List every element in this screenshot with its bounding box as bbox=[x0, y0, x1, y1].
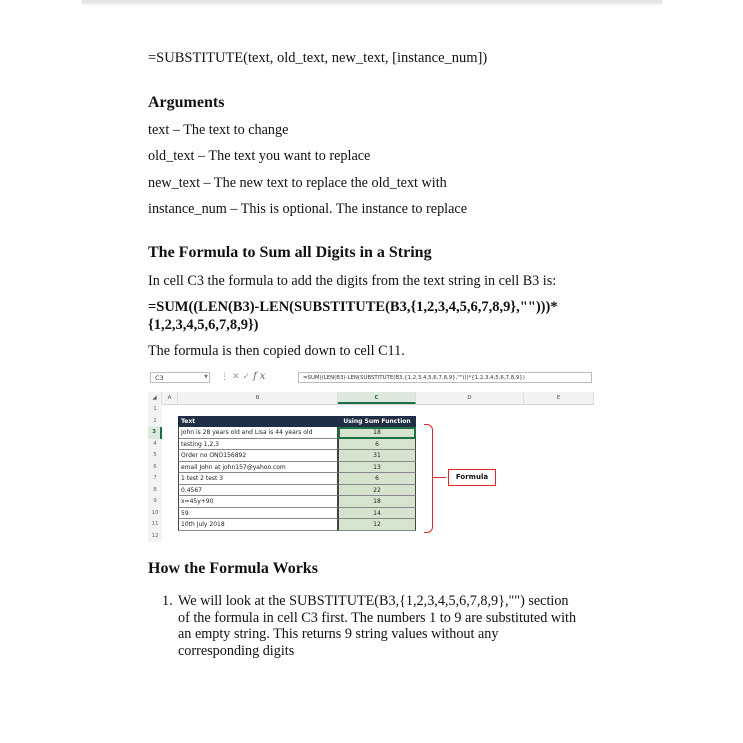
argument-instance-num: instance_num – This is optional. The instance to replace bbox=[148, 201, 468, 217]
name-box[interactable]: C3 bbox=[150, 372, 210, 383]
select-all-corner[interactable]: ◢ bbox=[148, 392, 162, 404]
table-header-sum[interactable]: Using Sum Function bbox=[338, 416, 416, 428]
formula-callout: Formula bbox=[448, 469, 496, 486]
section-heading-sum-digits: The Formula to Sum all Digits in a String bbox=[148, 244, 432, 261]
argument-text: text – The text to change bbox=[148, 122, 289, 138]
row-header[interactable]: 8 bbox=[148, 485, 162, 497]
formula-line-1: =SUM((LEN(B3)-LEN(SUBSTITUTE(B3,{1,2,3,4,5,6,7,8,9},"")))* bbox=[148, 299, 558, 315]
table-cell-sum[interactable]: 13 bbox=[338, 462, 416, 474]
table-cell-text[interactable]: 10th July 2018 bbox=[178, 519, 338, 531]
column-header-b[interactable]: B bbox=[178, 392, 338, 404]
row-header-selected[interactable]: 3 bbox=[148, 427, 162, 439]
argument-new-text: new_text – The new text to replace the old_text with bbox=[148, 175, 447, 191]
table-cell-sum[interactable]: 18 bbox=[338, 496, 416, 508]
section-heading-how-it-works: How the Formula Works bbox=[148, 560, 318, 577]
table-cell-sum-active[interactable]: 18 bbox=[338, 427, 416, 439]
table-cell-sum[interactable]: 22 bbox=[338, 485, 416, 497]
column-headers bbox=[148, 392, 594, 405]
table-cell-sum[interactable]: 6 bbox=[338, 439, 416, 451]
table-cell-text[interactable]: 0.4567 bbox=[178, 485, 338, 497]
row-header[interactable]: 11 bbox=[148, 519, 162, 531]
formula-bar-icons bbox=[220, 371, 268, 382]
column-header-c[interactable]: C bbox=[338, 392, 416, 404]
row-header[interactable]: 4 bbox=[148, 439, 162, 451]
confirm-icon[interactable]: ✓ bbox=[242, 372, 254, 382]
chevron-down-icon[interactable]: ▼ bbox=[204, 374, 208, 380]
spreadsheet-screenshot bbox=[148, 370, 594, 548]
table-cell-text[interactable]: 1 test 2 test 3 bbox=[178, 473, 338, 485]
intro-paragraph: In cell C3 the formula to add the digits from the text string in cell B3 is: bbox=[148, 273, 557, 289]
list-item bbox=[162, 593, 590, 659]
row-header[interactable]: 5 bbox=[148, 450, 162, 462]
list-item-number: 1. bbox=[162, 593, 173, 609]
formula-line-2: {1,2,3,4,5,6,7,8,9}) bbox=[148, 317, 259, 333]
row-header[interactable]: 6 bbox=[148, 462, 162, 474]
column-header-a[interactable]: A bbox=[162, 392, 178, 404]
steps-list bbox=[148, 593, 590, 659]
step-line: We will look at the SUBSTITUTE(B3,{1,2,3,4,5,6,7,8,9},"") section bbox=[178, 593, 569, 609]
callout-brace bbox=[424, 424, 433, 533]
table-cell-sum[interactable]: 12 bbox=[338, 519, 416, 531]
table-cell-text[interactable]: Order no ONO156892 bbox=[178, 450, 338, 462]
row-header[interactable]: 7 bbox=[148, 473, 162, 485]
syntax-line: =SUBSTITUTE(text, old_text, new_text, [instance_num]) bbox=[148, 50, 488, 66]
table-cell-sum[interactable]: 14 bbox=[338, 508, 416, 520]
argument-old-text: old_text – The text you want to replace bbox=[148, 148, 371, 164]
table-cell-text[interactable]: x=45y+90 bbox=[178, 496, 338, 508]
formula-bar-input[interactable]: =SUM((LEN(B3)-LEN(SUBSTITUTE(B3,{1,2,3,4,5,6,7,8,9},"")))*{1,2,3,4,5,6,7,8,9}) bbox=[298, 372, 592, 383]
table-cell-text[interactable]: 59 bbox=[178, 508, 338, 520]
table-cell-text[interactable]: testing 1,2,3 bbox=[178, 439, 338, 451]
step-line: an empty string. This returns 9 string values without any bbox=[178, 626, 499, 642]
copied-down-paragraph: The formula is then copied down to cell C11. bbox=[148, 343, 405, 359]
row-header[interactable]: 9 bbox=[148, 496, 162, 508]
row-header[interactable]: 12 bbox=[148, 531, 162, 543]
formula-display bbox=[148, 298, 588, 334]
formula-bar bbox=[148, 370, 594, 385]
separator-icon: ⋮ bbox=[220, 372, 232, 382]
row-header[interactable]: 1 bbox=[148, 404, 162, 416]
table-cell-sum[interactable]: 6 bbox=[338, 473, 416, 485]
table-cell-sum[interactable]: 31 bbox=[338, 450, 416, 462]
step-line: of the formula in cell C3 first. The numbers 1 to 9 are substituted with bbox=[178, 609, 577, 626]
step-line: corresponding digits bbox=[178, 642, 295, 659]
column-header-e[interactable]: E bbox=[524, 392, 594, 404]
table-cell-text[interactable]: John is 28 years old and Lisa is 44 years old bbox=[178, 427, 338, 439]
row-header[interactable]: 10 bbox=[148, 508, 162, 520]
arguments-heading: Arguments bbox=[148, 94, 225, 111]
row-header[interactable]: 2 bbox=[148, 416, 162, 428]
cancel-icon[interactable]: ✕ bbox=[232, 372, 243, 382]
page-top-edge bbox=[82, 0, 662, 3]
table-cell-text[interactable]: email John at john157@yahoo.com bbox=[178, 462, 338, 474]
callout-pointer bbox=[432, 477, 446, 478]
column-header-d[interactable]: D bbox=[416, 392, 524, 404]
function-icon[interactable]: fx bbox=[253, 371, 269, 382]
table-header-text[interactable]: Text bbox=[178, 416, 338, 428]
